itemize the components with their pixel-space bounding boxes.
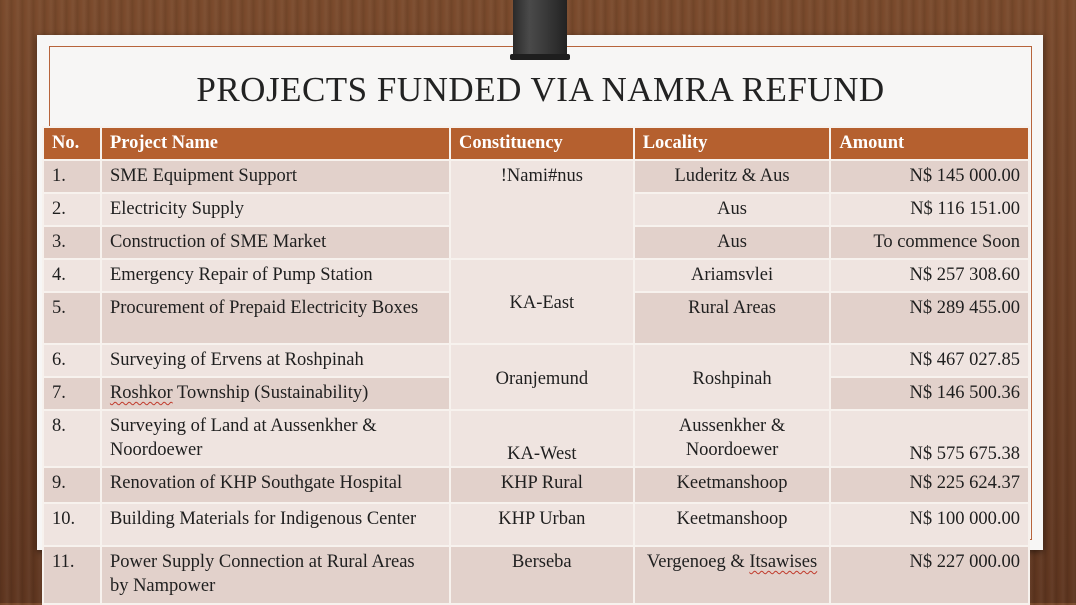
binder-clip-icon	[513, 0, 567, 58]
constituency: !Nami#nus	[500, 166, 583, 186]
header-no: No.	[43, 127, 101, 160]
table-row	[43, 546, 1029, 604]
project-name-cell	[101, 546, 450, 604]
amount: N$ 289 455.00	[830, 292, 1029, 344]
table-row	[43, 160, 1029, 193]
project-name: SME Equipment Support	[101, 160, 450, 193]
locality-line2: Noordoewer	[685, 440, 779, 460]
constituency: Berseba	[450, 546, 634, 604]
header-locality: Locality	[634, 127, 831, 160]
constituency: KHP Urban	[450, 503, 634, 546]
locality: Ariamsvlei	[634, 259, 831, 292]
row-number: 8.	[43, 410, 101, 467]
amount: N$ 146 500.36	[830, 377, 1029, 410]
project-name-line1: Surveying of Land at Aussenkher &	[109, 416, 377, 436]
table-row	[43, 344, 1029, 377]
amount: N$ 145 000.00	[830, 160, 1029, 193]
row-number: 9.	[43, 467, 101, 503]
project-name-line1: Power Supply Connection at Rural Areas	[109, 552, 415, 572]
project-name-part: Roshkor	[109, 383, 173, 403]
row-number: 4.	[43, 259, 101, 292]
project-name-rest: Township (Sustainability)	[172, 383, 369, 403]
amount: N$ 575 675.38	[830, 410, 1029, 467]
locality: Luderitz & Aus	[634, 160, 831, 193]
locality-cell	[634, 410, 831, 467]
project-name-line2: Noordoewer	[109, 440, 203, 460]
locality: Aus	[634, 226, 831, 259]
header-constituency: Constituency	[450, 127, 634, 160]
locality: Aus	[634, 193, 831, 226]
page-title: PROJECTS FUNDED VIA NAMRA REFUND	[196, 70, 885, 109]
project-name-cell	[101, 377, 450, 410]
table-row	[43, 503, 1029, 546]
locality: Keetmanshoop	[634, 467, 831, 503]
amount: N$ 116 151.00	[830, 193, 1029, 226]
amount: N$ 467 027.85	[830, 344, 1029, 377]
project-name: Construction of SME Market	[101, 226, 450, 259]
amount: N$ 225 624.37	[830, 467, 1029, 503]
locality-part1: Vergenoeg &	[646, 552, 750, 572]
project-name: Building Materials for Indigenous Center	[101, 503, 450, 546]
project-name: Renovation of KHP Southgate Hospital	[101, 467, 450, 503]
locality-cell	[634, 546, 831, 604]
constituency-cell	[450, 160, 634, 259]
row-number: 6.	[43, 344, 101, 377]
locality: Keetmanshoop	[634, 503, 831, 546]
table-header-row	[43, 127, 1029, 160]
amount: N$ 257 308.60	[830, 259, 1029, 292]
locality-line1: Aussenkher &	[678, 416, 786, 436]
row-number: 3.	[43, 226, 101, 259]
table-row	[43, 410, 1029, 467]
locality-part2: Itsawises	[749, 552, 818, 572]
amount: To commence Soon	[830, 226, 1029, 259]
project-name: Emergency Repair of Pump Station	[101, 259, 450, 292]
constituency: KA-East	[450, 259, 634, 344]
row-number: 11.	[43, 546, 101, 604]
constituency: KA-West	[450, 410, 634, 467]
header-project-name: Project Name	[101, 127, 450, 160]
project-name-line2: by Nampower	[109, 576, 216, 596]
header-amount: Amount	[830, 127, 1029, 160]
constituency: Oranjemund	[450, 344, 634, 410]
row-number: 1.	[43, 160, 101, 193]
projects-table	[42, 126, 1030, 605]
amount: N$ 100 000.00	[830, 503, 1029, 546]
locality: Roshpinah	[634, 344, 831, 410]
project-name: Surveying of Ervens at Roshpinah	[101, 344, 450, 377]
project-name: Procurement of Prepaid Electricity Boxes	[101, 292, 450, 344]
row-number: 2.	[43, 193, 101, 226]
row-number: 5.	[43, 292, 101, 344]
table-row	[43, 259, 1029, 292]
row-number: 7.	[43, 377, 101, 410]
project-name-cell	[101, 410, 450, 467]
locality: Rural Areas	[634, 292, 831, 344]
constituency: KHP Rural	[450, 467, 634, 503]
amount: N$ 227 000.00	[830, 546, 1029, 604]
row-number: 10.	[43, 503, 101, 546]
table-row	[43, 467, 1029, 503]
project-name: Electricity Supply	[101, 193, 450, 226]
